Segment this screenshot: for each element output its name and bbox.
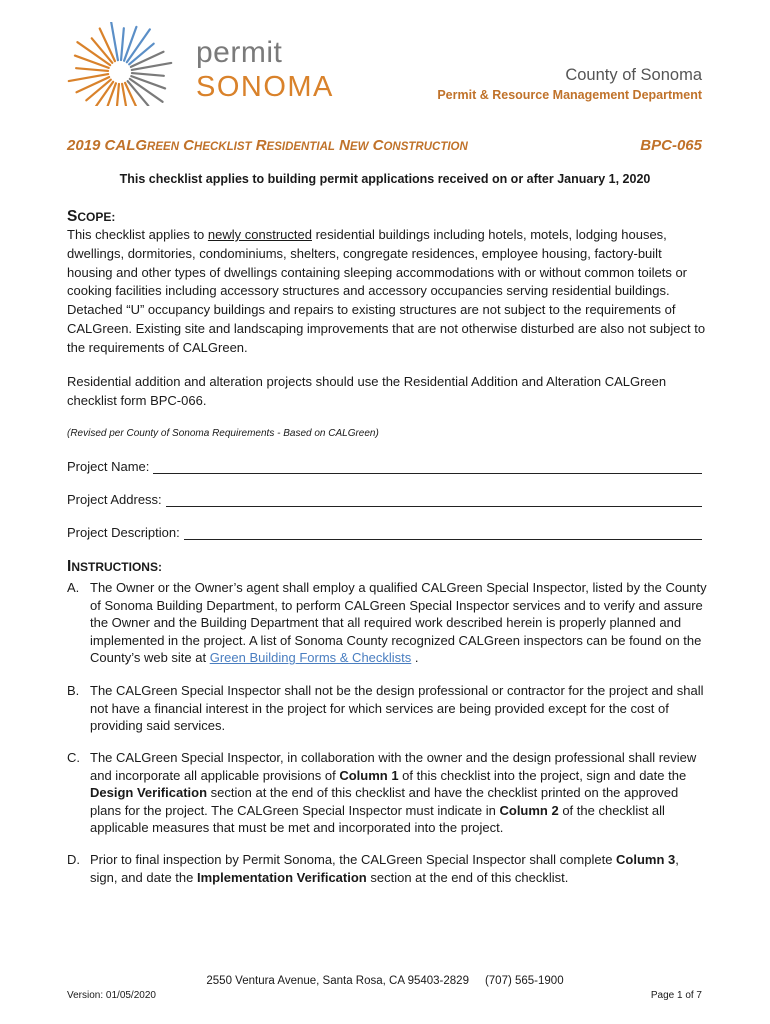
applicability-note: This checklist applies to building permit applications received on or after January 1, 2020 (119, 172, 651, 186)
logo-sunburst-icon (69, 22, 171, 106)
document-title: 2019 CALGREEN CHECKLIST RESIDENTIAL NEW CONSTRUCTION (67, 137, 468, 154)
project-name-row (67, 458, 702, 474)
project-address-label: Project Address: (67, 492, 162, 507)
project-description-label: Project Description: (67, 525, 180, 540)
logo-ray (116, 84, 119, 106)
instruction-c: C. The CALGreen Special Inspector, in collaboration with the owner and the design professional shall review and incorporate all applicable provisions of Column 1 of this checklist into the project, sign and date the Design Verification section at the end of this checklist and have the checklist printed on the approved plans for the project. The CALGreen Special Inspector must indicate in Column 2 of the checklist all applicable measures that must be met and incorporated into the project. (67, 750, 697, 836)
form-code: BPC-065 (640, 137, 702, 154)
green-building-forms-link[interactable]: Green Building Forms & Checklists (209, 650, 412, 666)
county-name: County of Sonoma (565, 66, 702, 84)
logo-text-sonoma: SONOMA (196, 71, 334, 103)
footer-page-number: Page 1 of 7 (650, 990, 702, 1001)
instruction-a: A. The Owner or the Owner’s agent shall employ a qualified CALGreen Special Inspector, listed by the County of Sonoma Building Department, to perform CALGreen Special Inspector services and to verify and assure the Owner and the Building Department that all required work described herein is properly planned and implemented in the project. A list of Sonoma County recognized CALGreen inspectors can be found on the County’s web site at Green Building Forms & Checklists . (67, 580, 707, 666)
project-name-field[interactable] (153, 458, 702, 474)
instruction-b: B. The CALGreen Special Inspector shall not be the design professional or contractor for the project and shall not have a financial interest in the project for which services are being provided except for the cost of providing said services. (67, 683, 704, 734)
project-description-field[interactable] (184, 524, 702, 540)
scope-addition-note: Residential addition and alteration projects should use the Residential Addition and Alteration CALGreen checklist form BPC-066. (67, 374, 667, 408)
project-address-row (67, 491, 702, 507)
logo-ray (132, 73, 164, 76)
footer-address: 2550 Ventura Avenue, Santa Rosa, CA 95403-2829 (707) 565-1900 (206, 975, 564, 987)
instructions-heading: INSTRUCTIONS: (67, 558, 162, 575)
project-description-row (67, 524, 702, 540)
logo-ray (76, 68, 108, 71)
logo-ray (121, 28, 124, 60)
department-name: Permit & Resource Management Department (437, 88, 702, 102)
scope-heading: SCOPE: (67, 208, 116, 225)
project-address-field[interactable] (166, 491, 702, 507)
scope-paragraph: This checklist applies to newly constructed residential buildings including hotels, motels, lodging houses, dwellings, dormitories, condominiums, shelters, congregate residences, employee housing, factory-built housing and other types of dwellings containing sleeping accommodations with or without common toilets or cooking facilities including accessory structures and accessory occupancies serving residential buildings. Detached “U” occupancy buildings and repairs to existing structures are not subject to the requirements of CALGreen. Existing site and landscaping improvements that are not otherwise disturbed are also not subject to the requirements of CALGreen. (67, 227, 706, 355)
project-name-label: Project Name: (67, 459, 150, 474)
instruction-d: D. Prior to final inspection by Permit Sonoma, the CALGreen Special Inspector shall complete Column 3, sign, and date the Implementation Verification section at the end of this checklist. (67, 852, 679, 885)
logo-text-permit: permit (196, 36, 283, 69)
footer-version: Version: 01/05/2020 (67, 990, 156, 1001)
revision-note: (Revised per County of Sonoma Requirements - Based on CALGreen) (67, 428, 379, 439)
